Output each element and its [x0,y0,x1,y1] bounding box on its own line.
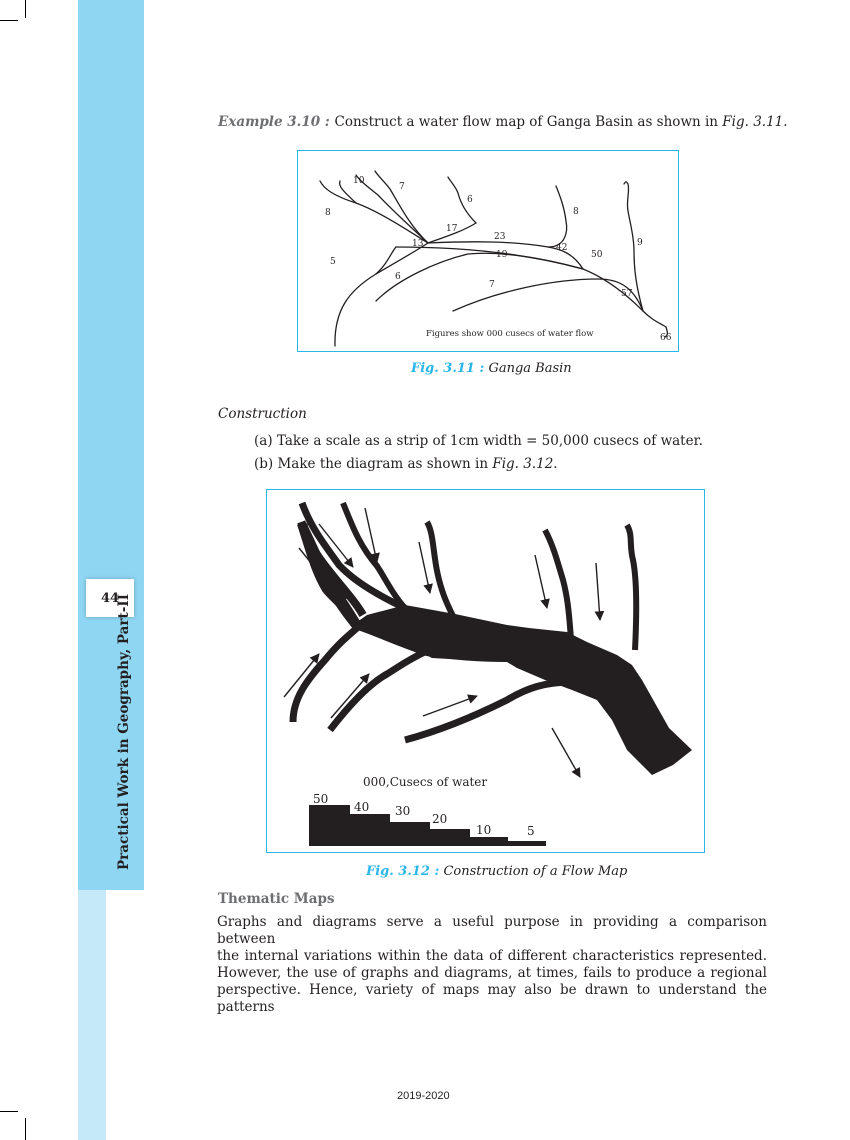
scale-label: 20 [432,812,448,826]
step-marker: (b) [254,456,274,472]
scale-label: 50 [313,792,329,806]
crop-mark [0,20,18,21]
flow-label: 13 [412,239,424,249]
paragraph-line: the internal variations within the data of different characteristics represented. [217,948,767,964]
thematic-paragraph [217,914,767,1016]
ganga-basin-map [298,151,677,350]
construction-heading: Construction [218,406,307,422]
paragraph-line: perspective. Hence, variety of maps may also be drawn to understand the patterns [217,982,767,1015]
flow-arrow [552,728,580,777]
flow-label: 9 [637,238,643,248]
fig-3-12-number: Fig. 3.12 : [366,864,440,879]
flow-label: 6 [395,272,401,282]
scale-step [309,805,350,846]
paragraph-line: Graphs and diagrams serve a useful purpose in providing a comparison between [217,914,767,947]
flow-label: 5 [330,257,336,267]
fig-3-12-caption [366,864,627,879]
flow-label: 42 [556,243,568,253]
river-line [453,279,643,311]
scale-label: 40 [354,800,370,814]
construction-step [254,456,558,472]
scale-step [508,841,546,846]
flow-arrow [423,696,477,716]
crop-mark [0,1111,18,1112]
page-year: 2019-2020 [397,1090,450,1102]
construction-step [254,433,703,449]
example-label: Example 3.10 [218,114,321,130]
example-text: Construct a water flow map of Ganga Basin as shown in [334,114,723,130]
flow-band [627,525,636,650]
scale-title: 000,Cusecs of water [363,775,488,789]
step-fig-ref: Fig. 3.12 [492,456,554,472]
river-line [335,247,396,346]
step-text: Take a scale as a strip of 1cm width = 50,000 cusecs of water. [276,433,703,449]
river-line [396,247,583,269]
flow-label: 66 [660,333,672,343]
flow-label: 50 [591,250,603,260]
step-text: Make the diagram as shown in [277,456,493,472]
flow-band [405,682,572,740]
example-heading [218,114,788,131]
flow-label: 8 [325,208,331,218]
flow-label: 10 [353,176,365,186]
fig-3-11-title: Ganga Basin [488,361,572,376]
flow-label: 8 [573,207,579,217]
river-line [548,186,567,247]
flow-band [330,650,429,730]
side-strip-dark [78,0,144,890]
flow-label: 23 [494,232,506,242]
flow-label: 6 [467,195,473,205]
fig-3-12-title: Construction of a Flow Map [443,864,628,879]
example-separator: : [320,114,335,130]
flow-label: 7 [489,280,495,290]
flow-arrow [419,542,430,593]
flow-band [427,522,453,616]
flow-label: 57 [621,289,633,299]
scale-label: 5 [527,824,535,838]
example-fig-ref: Fig. 3.11. [722,114,788,130]
crop-mark [25,0,26,18]
flow-arrow [535,555,547,608]
step-tail: . [553,456,558,472]
flow-arrow [596,563,600,620]
flow-label: 17 [446,224,458,234]
page-number: 44 [86,579,134,617]
fig-3-12-frame [266,489,705,853]
step-marker: (a) [254,433,273,449]
scale-step [350,814,390,846]
fig-3-11-number: Fig. 3.11 : [411,361,485,376]
scale-step [470,837,508,846]
fig-3-11-frame [297,150,679,352]
flow-band [545,530,571,640]
flow-map [267,490,703,851]
paragraph-line: However, the use of graphs and diagrams, at times, fails to produce a regional [217,965,767,981]
crop-mark [25,1118,26,1140]
scale-label: 30 [395,804,411,818]
section-heading: Thematic Maps [218,891,335,907]
flow-note: Figures show 000 cusecs of water flow [426,329,594,339]
scale-label: 10 [476,823,492,837]
running-title: Practical Work in Geography, Part-II [116,593,132,870]
river-line [356,175,428,243]
flow-label: 7 [399,182,405,192]
river-line [376,253,583,301]
flow-label: 19 [496,250,508,260]
fig-3-11-caption [411,361,572,376]
scale-step [390,822,430,846]
scale-step [430,829,470,846]
